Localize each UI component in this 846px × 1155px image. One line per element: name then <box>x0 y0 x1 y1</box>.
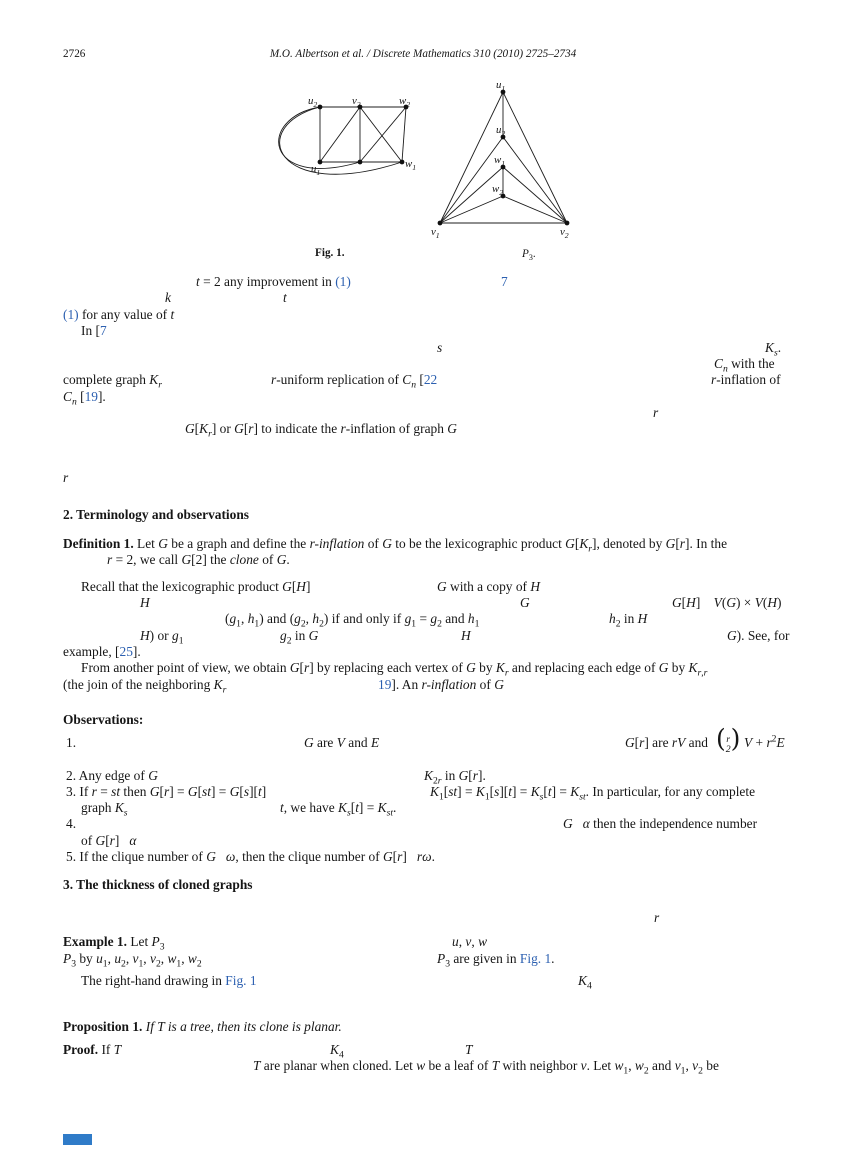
paragraph-text: $g_2$ in G <box>280 628 319 647</box>
paragraph-text: Recall that the lexicographic product G[H] <box>81 579 311 594</box>
observation-5: 5. If the clique number of G ω, then the clique number of G[r] rω. <box>66 849 435 864</box>
example-1-text: $P_3$ are given in Fig. 1. <box>437 951 555 970</box>
paragraph-text: H <box>140 595 150 610</box>
binom-top: r <box>726 733 731 745</box>
vertex-label-w2: $w_2$ <box>492 183 504 198</box>
figure-link[interactable]: Fig. 1 <box>225 973 257 988</box>
vertex-label-u1: $u_1$ <box>311 163 321 178</box>
example-1-text: u, v, w <box>452 934 487 949</box>
intro-text: In [7 <box>81 323 107 338</box>
footer-logo-box <box>63 1134 92 1145</box>
figure-caption: Fig. 1. <box>315 247 345 259</box>
definition-1-text: Definition 1. Let G be a graph and define the r-inflation of G to be the lexicographic product $G[K_r]$, denoted by G[r]. In the <box>63 536 728 555</box>
intro-text: complete graph $K_r$ <box>63 372 162 391</box>
paren-close: ) <box>730 724 741 753</box>
paragraph-text: G <box>520 595 530 610</box>
graph-vertices <box>318 105 409 165</box>
observation-4: 4. <box>66 816 77 831</box>
intro-text: r <box>63 470 69 485</box>
intro-text: (1) for any value of t <box>63 307 175 322</box>
citation-link-19[interactable]: 19 <box>378 677 392 692</box>
paragraph-text: ($g_1$, $h_1$) and ($g_2$, $h_2$) if and only if $g_1 = g_2$ and $h_1$ <box>225 611 480 630</box>
intro-text: r <box>653 405 659 420</box>
figure-link[interactable]: Fig. 1 <box>519 951 552 966</box>
intro-text: t = 2 any improvement in (1) <box>196 274 351 289</box>
section-2-heading: 2. Terminology and observations <box>63 507 250 522</box>
graph-vertex <box>438 221 443 226</box>
example-1-text: Example 1. Let $P_3$ <box>63 934 165 953</box>
paragraph-text: G). See, for <box>727 628 790 643</box>
observation-2: $K_{2r}$ in G[r]. <box>424 768 486 787</box>
observation-3: graph $K_s$ <box>81 800 128 819</box>
proposition-1-text: Proposition 1. If T is a tree, then its clone is planar. <box>63 1019 342 1034</box>
citation-link-7[interactable]: 7 <box>99 323 107 338</box>
vertex-label-v2: $v_2$ <box>560 226 569 241</box>
paragraph-text: From another point of view, we obtain G[r] by replacing each vertex of G by $K_r$ and replacing each edge of G by $K_{r,r}$ <box>81 660 708 679</box>
paragraph-text: r <box>654 910 660 925</box>
citation-link-1[interactable]: (1) <box>335 274 351 289</box>
proof-text: Proof. If T <box>63 1042 122 1057</box>
vertex-label-v1: $v_1$ <box>431 226 440 241</box>
paragraph-text: G with a copy of H <box>437 579 541 594</box>
vertex-label-w1: $w_1$ <box>494 154 506 169</box>
intro-text: s <box>437 340 443 355</box>
intro-text <box>501 274 508 290</box>
intro-text: $K_s$. <box>765 340 782 359</box>
vertex-label-u2: $u_2$ <box>496 124 506 139</box>
paragraph-text: example, [25]. <box>63 644 141 659</box>
intro-text: r-uniform replication of $C_n$ [22 <box>271 372 438 391</box>
citation-link-22[interactable]: 22 <box>423 372 438 387</box>
intro-text: $C_n$ [19]. <box>63 389 106 408</box>
example-1-text: The right-hand drawing in Fig. 1 <box>81 973 257 988</box>
observation-1: $V + r^2E$ <box>744 733 785 750</box>
intro-text: $G[K_r]$ or G[r] to indicate the r-inflation of graph G <box>185 421 457 440</box>
paragraph-text: (the join of the neighboring $K_r$ <box>63 677 227 696</box>
graph-vertex <box>565 221 570 226</box>
observation-4: G α then the independence number <box>563 816 758 831</box>
intro-text: $C_n$ with the <box>714 356 775 375</box>
vertex-label-w2: $w_2$ <box>399 95 411 110</box>
paren-open: ( <box>716 724 726 753</box>
observation-4: of G[r] α <box>81 833 137 848</box>
paragraph-text: 19]. An r-inflation of G <box>378 677 504 692</box>
paragraph-text: $h_2$ in H <box>609 611 648 630</box>
page-number: 2726 <box>63 48 86 60</box>
observation-1: G are V and E <box>304 735 380 750</box>
intro-text: r-inflation of <box>711 372 781 387</box>
vertex-label-u2: $u_2$ <box>308 95 318 110</box>
vertex-label-w1: $w_1$ <box>405 158 417 173</box>
binom-bottom: 2 <box>725 743 731 755</box>
graph-vertex <box>318 105 323 110</box>
citation-link-25[interactable]: 25 <box>119 644 133 659</box>
observation-2: 2. Any edge of G <box>66 768 158 783</box>
observation-3: 3. If r = st then G[r] = G[st] = G[s][t] <box>66 784 267 799</box>
vertex-label-v2: $v_2$ <box>352 95 361 110</box>
proof-text: T are planar when cloned. Let w be a leaf of T with neighbor v. Let $w_1$, $w_2$ and $v_1$, $v_2$ be <box>253 1058 719 1077</box>
vertex-label-u1: $u_1$ <box>496 79 506 94</box>
intro-text: t <box>283 290 287 305</box>
graph-edges <box>279 107 406 178</box>
example-1-text: $P_3$ by $u_1$, $u_2$, $v_1$, $v_2$, $w_1$, $w_2$ <box>63 951 202 970</box>
proof-text: $K_4$ <box>330 1042 344 1061</box>
observation-3: $K_1[st] = K_1[s][t] = K_s[t] = K_{st}$. In particular, for any complete <box>430 784 756 803</box>
example-1-text: $K_4$ <box>578 973 592 992</box>
proof-text: T <box>465 1042 473 1057</box>
graph-vertex <box>358 160 363 165</box>
definition-1-text: r = 2, we call G[2] the clone of G. <box>107 552 290 567</box>
observation-1: G[r] are rV and <box>625 735 708 750</box>
intro-text: k <box>165 290 171 305</box>
observations-heading: Observations: <box>63 712 144 727</box>
left-graph-drawing <box>272 86 450 232</box>
observation-3: t, we have $K_s[t] = K_{st}$. <box>280 800 397 819</box>
running-head: M.O. Albertson et al. / Discrete Mathematics 310 (2010) 2725–2734 <box>269 48 577 60</box>
section-3-heading: 3. The thickness of cloned graphs <box>63 877 253 892</box>
citation-link-1[interactable]: (1) <box>63 307 79 322</box>
citation-link-7[interactable]: 7 <box>501 274 508 289</box>
figure-p3-caption: $P_3$. <box>522 248 536 263</box>
binomial-coefficient <box>716 726 740 755</box>
citation-link-19[interactable]: 19 <box>84 389 98 404</box>
paragraph-text: G[H] V(G) × V(H) <box>672 595 782 610</box>
observation-1: 1. <box>66 735 77 750</box>
paragraph-text: H) or $g_1$ <box>140 628 184 647</box>
paragraph-text: H <box>461 628 471 643</box>
graph-vertex <box>400 160 405 165</box>
